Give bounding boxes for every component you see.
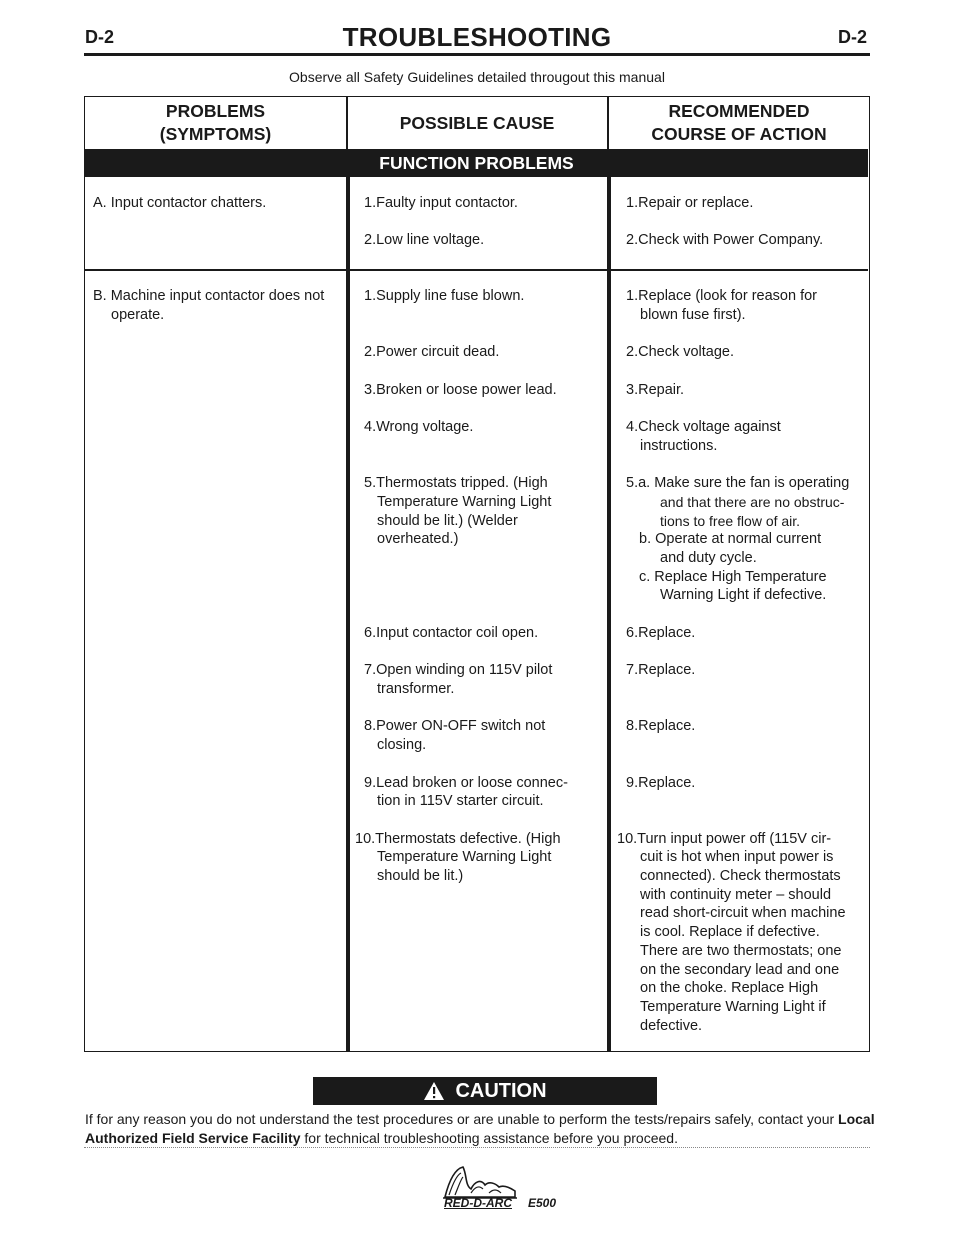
- cause-b8-line2: closing.: [377, 737, 427, 753]
- action-b10-line4: with continuity meter – should: [640, 887, 832, 903]
- action-b10-line8: on the secondary lead and one: [640, 962, 840, 978]
- action-a1: 1.Repair or replace.: [626, 195, 754, 211]
- cause-b5-line3: should be lit.) (Welder: [377, 513, 518, 529]
- action-b10-line1: 10.Turn input power off (115V cir-: [617, 831, 832, 847]
- header-problems-line2: (SYMPTOMS): [159, 124, 272, 144]
- cause-b7-line1: 7.Open winding on 115V pilot: [364, 662, 553, 678]
- action-b5a-line1: 5.a. Make sure the fan is operating: [626, 475, 850, 491]
- cause-a1: 1.Faulty input contactor.: [364, 195, 518, 211]
- action-b5a-line3: tions to free flow of air.: [660, 513, 801, 529]
- cause-a2: 2.Low line voltage.: [364, 232, 485, 248]
- action-b2: 2.Check voltage.: [626, 344, 735, 360]
- caution-label: CAUTION: [455, 1079, 547, 1102]
- title-rule: [84, 53, 870, 56]
- caution-text: [85, 1110, 875, 1148]
- column-divider: [609, 177, 611, 1051]
- caution-banner: [313, 1077, 657, 1105]
- action-b10-line5: read short-circuit when machine: [640, 905, 846, 921]
- header-action-line1: RECOMMENDED: [668, 101, 810, 121]
- footer-rule: [84, 1147, 870, 1148]
- action-b10-line7: There are two thermostats; one: [640, 943, 842, 959]
- action-b3: 3.Repair.: [626, 382, 685, 398]
- cause-b10-line2: Temperature Warning Light: [377, 849, 552, 865]
- cause-b3: 3.Broken or loose power lead.: [364, 382, 557, 398]
- page-title: TROUBLESHOOTING: [342, 22, 612, 52]
- cause-b7-line2: transformer.: [377, 681, 455, 697]
- caution-text-start: If for any reason you do not understand the test procedures or are unable to perform the tests/repairs safely, contact your: [85, 1111, 839, 1127]
- cause-b9-line2: tion in 115V starter circuit.: [377, 793, 544, 809]
- cause-b1: 1.Supply line fuse blown.: [364, 288, 525, 304]
- action-b5b-line1: b. Operate at normal current: [639, 531, 822, 547]
- header-possible-cause: POSSIBLE CAUSE: [399, 112, 555, 133]
- action-b1-line1: 1.Replace (look for reason for: [626, 288, 818, 304]
- action-b4-line1: 4.Check voltage against: [626, 419, 781, 435]
- action-b10-line2: cuit is hot when input power is: [640, 849, 834, 865]
- action-b10-line9: on the choke. Replace High: [640, 980, 819, 996]
- action-b6: 6.Replace.: [626, 625, 696, 641]
- problem-b-line2: operate.: [111, 307, 165, 323]
- header-action-line2: COURSE OF ACTION: [651, 124, 827, 144]
- action-b5b-line2: and duty cycle.: [660, 550, 757, 566]
- header-problems: [85, 97, 346, 149]
- action-b5c-line2: Warning Light if defective.: [660, 587, 827, 603]
- action-b4-line2: instructions.: [640, 438, 718, 454]
- header-problems-line1: PROBLEMS: [165, 101, 266, 121]
- caution-text-bold: Local Authorized Field Service Facility: [85, 1111, 875, 1146]
- action-b1-line2: blown fuse first).: [640, 307, 746, 323]
- action-b9: 9.Replace.: [626, 775, 696, 791]
- action-b8: 8.Replace.: [626, 718, 696, 734]
- action-b5a-line2: and that there are no obstruc-: [660, 494, 845, 510]
- page-code-left: D-2: [85, 27, 115, 47]
- cause-b5-line4: overheated.): [377, 531, 459, 547]
- cause-b10-line3: should be lit.): [377, 868, 464, 884]
- cause-b5-line1: 5.Thermostats tripped. (High: [364, 475, 548, 491]
- action-b10-line11: defective.: [640, 1018, 703, 1034]
- column-divider: [348, 177, 350, 1051]
- brand-name: RED-D-ARC: [444, 1196, 512, 1210]
- cause-b9-line1: 9.Lead broken or loose connec-: [364, 775, 568, 791]
- header-recommended-action: [608, 97, 870, 149]
- caution-text-end: for technical troubleshooting assistance before you proceed.: [300, 1130, 678, 1146]
- section-header-function-problems: FUNCTION PROBLEMS: [85, 149, 868, 177]
- warning-icon: [423, 1081, 445, 1101]
- row-divider: [85, 269, 868, 271]
- action-b5c-line1: c. Replace High Temperature: [639, 569, 827, 585]
- action-a2: 2.Check with Power Company.: [626, 232, 824, 248]
- model-number: E500: [528, 1196, 557, 1210]
- action-b10-line10: Temperature Warning Light if: [640, 999, 826, 1015]
- action-b7: 7.Replace.: [626, 662, 696, 678]
- safety-note: Observe all Safety Guidelines detailed througout this manual: [289, 69, 665, 85]
- cause-b4: 4.Wrong voltage.: [364, 419, 474, 435]
- problem-b-line1: B. Machine input contactor does not: [93, 288, 325, 304]
- problem-a: A. Input contactor chatters.: [93, 195, 267, 211]
- cause-b8-line1: 8.Power ON-OFF switch not: [364, 718, 546, 734]
- cause-b6: 6.Input contactor coil open.: [364, 625, 539, 641]
- action-b10-line6: is cool. Replace if defective.: [640, 924, 820, 940]
- action-b10-line3: connected). Check thermostats: [640, 868, 841, 884]
- troubleshooting-table: [84, 96, 870, 1052]
- cause-b10-line1: 10.Thermostats defective. (High: [355, 831, 561, 847]
- cause-b5-line2: Temperature Warning Light: [377, 494, 552, 510]
- cause-b2: 2.Power circuit dead.: [364, 344, 500, 360]
- page-code-right: D-2: [838, 27, 868, 47]
